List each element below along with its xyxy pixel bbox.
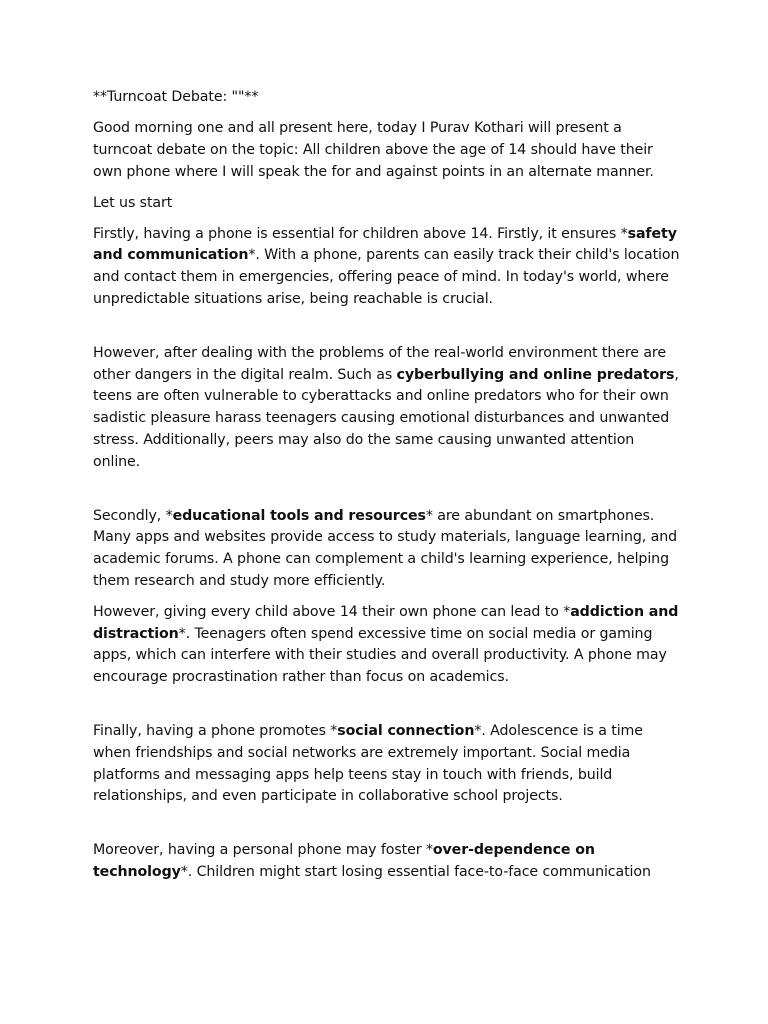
text-run: Let us start bbox=[93, 194, 173, 211]
text-run: Finally, having a phone promotes * bbox=[93, 723, 338, 740]
text-run: Secondly, * bbox=[93, 507, 173, 524]
paragraph-for-1 bbox=[93, 224, 683, 311]
paragraph-for-2 bbox=[93, 506, 683, 593]
text-run: *. Teenagers often spend excessive time on social media or gaming apps, which can interfere with their studies and overall productivity. A phone may encourage procrastination rather than focus on academics. bbox=[93, 625, 667, 686]
document-page bbox=[93, 87, 683, 893]
document-title: **Turncoat Debate: ""** bbox=[93, 89, 259, 105]
document-body bbox=[93, 118, 683, 884]
bold-phrase: social connection bbox=[337, 723, 475, 740]
bold-phrase: educational tools and resources bbox=[172, 507, 426, 524]
text-run: However, giving every child above 14 their own phone can lead to * bbox=[93, 603, 571, 620]
paragraph-start bbox=[93, 193, 683, 215]
text-run: *. Children might start losing essential face-to-face communication bbox=[180, 864, 651, 881]
bold-phrase: safety and communication bbox=[93, 225, 677, 264]
paragraph-against-1 bbox=[93, 343, 683, 474]
bold-phrase: addiction and distraction bbox=[93, 603, 679, 642]
text-run: * are abundant on smartphones. Many apps and websites provide access to study materials, language learning, and academic forums. A phone can complement a child's learning experience, helping them research and study more efficiently. bbox=[93, 507, 678, 589]
text-run: *. With a phone, parents can easily track their child's location and contact them in emergencies, offering peace of mind. In today's world, where unpredictable situations arise, being reachable is crucial. bbox=[93, 247, 680, 307]
text-run: Moreover, having a personal phone may foster * bbox=[93, 842, 433, 859]
text-run: Firstly, having a phone is essential for children above 14. Firstly, it ensures * bbox=[93, 225, 628, 242]
bold-phrase: cyberbullying and online predators bbox=[396, 366, 675, 383]
paragraph-intro bbox=[93, 118, 683, 183]
paragraph-for-3 bbox=[93, 721, 683, 808]
paragraph-against-3 bbox=[93, 840, 683, 884]
text-run: , teens are often vulnerable to cyberattacks and online predators who for their own sadistic pleasure harass teenagers causing emotional disturbances and unwanted stress. Additionally, peers may also do the same causing unwanted attention online. bbox=[93, 366, 679, 470]
text-run: Good morning one and all present here, today I Purav Kothari will present a turncoat debate on the topic: All children above the age of 14 should have their own phone where I will speak the for and against points in an alternate manner. bbox=[93, 119, 654, 180]
bold-phrase: over-dependence on technology bbox=[93, 842, 595, 881]
text-run: *. Adolescence is a time when friendships and social networks are extremely important. Social media platforms and messaging apps help teens stay in touch with friends, build relationships, and even participate in collaborative school projects. bbox=[93, 723, 643, 805]
paragraph-against-2 bbox=[93, 602, 683, 689]
text-run: However, after dealing with the problems of the real-world environment there are other dangers in the digital realm. Such as bbox=[93, 344, 666, 383]
